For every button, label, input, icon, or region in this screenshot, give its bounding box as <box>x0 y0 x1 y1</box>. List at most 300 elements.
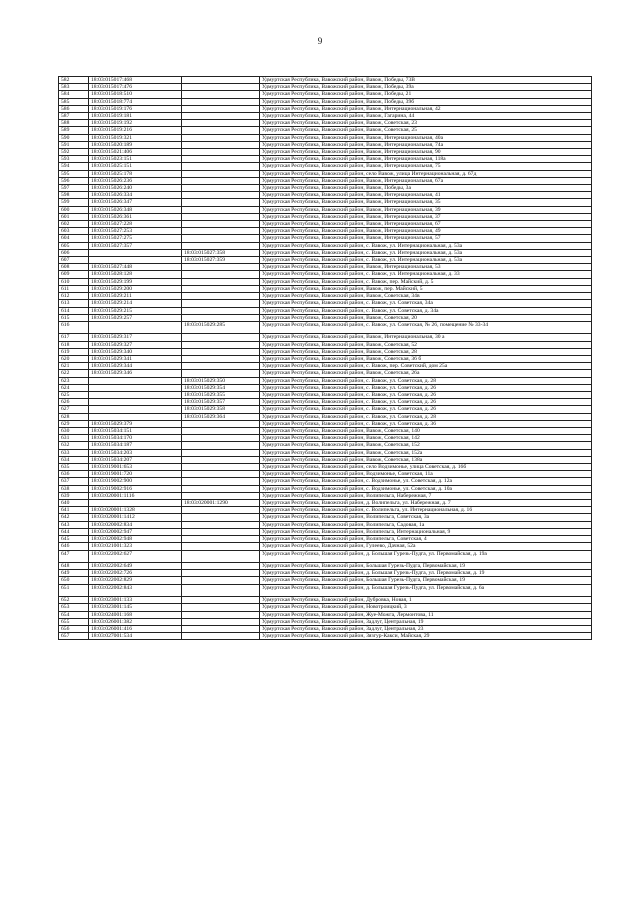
room-cadastral-number-cell <box>182 456 260 463</box>
address-cell: Удмуртская Республика, Вавожский район, Вавож, Победы, 21 <box>260 91 592 98</box>
address-cell: Удмуртская Республика, Вавожский район, Вавож, Советская, 52 <box>260 341 592 348</box>
room-cadastral-number-cell <box>182 156 260 163</box>
room-cadastral-number-cell <box>182 113 260 120</box>
cadastral-number-cell: 18:03:015019:216 <box>89 127 182 134</box>
room-cadastral-number-cell <box>182 471 260 478</box>
cadastral-number-cell: 18:03:020001:1116 <box>89 492 182 499</box>
row-number-cell: 596 <box>59 177 89 184</box>
address-cell: Удмуртская Республика, Вавожский район, Большая Гурезь-Пудга, Первомайская, 19 <box>260 577 592 584</box>
address-cell: Удмуртская Республика, Вавожский район, Вавож, Интернациональная, 74а <box>260 141 592 148</box>
address-cell: Удмуртская Республика, Вавожский район, Большая Гурезь-Пудга, Первомайская, 19 <box>260 563 592 570</box>
cadastral-number-cell: 18:03:019001:720 <box>89 471 182 478</box>
table-row <box>59 235 592 242</box>
table-row <box>59 356 592 363</box>
room-cadastral-number-cell <box>182 363 260 370</box>
row-number-cell: 642 <box>59 514 89 521</box>
room-cadastral-number-cell <box>182 293 260 300</box>
table-row <box>59 77 592 84</box>
table-row <box>59 341 592 348</box>
cadastral-number-cell: 18:03:015029:340 <box>89 348 182 355</box>
cadastral-number-cell <box>89 249 182 256</box>
table-row <box>59 550 592 563</box>
table-row <box>59 293 592 300</box>
row-number-cell: 629 <box>59 420 89 427</box>
address-cell: Удмуртская Республика, Вавожский район, с. Вавож, ул. Советская, д. 26 <box>260 406 592 413</box>
table-row <box>59 449 592 456</box>
cadastral-number-cell: 18:03:019001:653 <box>89 464 182 471</box>
room-cadastral-number-cell <box>182 149 260 156</box>
address-cell: Удмуртская Республика, Вавожский район, Вавож, Советская, 26а <box>260 370 592 377</box>
address-cell: Удмуртская Республика, Вавожский район, с. Вавож, ул. Советская, № 26, помещение № 33-34 <box>260 321 592 334</box>
row-number-cell: 641 <box>59 507 89 514</box>
table-row <box>59 406 592 413</box>
room-cadastral-number-cell <box>182 91 260 98</box>
address-cell: Удмуртская Республика, Вавожский район, Вавож, Интернациональная, 49 <box>260 228 592 235</box>
room-cadastral-number-cell <box>182 514 260 521</box>
room-cadastral-number-cell <box>182 221 260 228</box>
row-number-cell: 631 <box>59 435 89 442</box>
row-number-cell: 617 <box>59 334 89 341</box>
row-number-cell: 588 <box>59 120 89 127</box>
table-row <box>59 141 592 148</box>
room-cadastral-number-cell <box>182 278 260 285</box>
address-cell: Удмуртская Республика, Вавожский район, Зязгур-Какси, Майская, 29 <box>260 633 592 640</box>
cadastral-number-cell: 18:03:020002:834 <box>89 521 182 528</box>
room-cadastral-number-cell <box>182 120 260 127</box>
room-cadastral-number-cell <box>182 563 260 570</box>
cadastral-number-cell: 18:03:015029:327 <box>89 341 182 348</box>
row-number-cell: 591 <box>59 141 89 148</box>
address-cell: Удмуртская Республика, Вавожский район, Вавож, пер. Майский, 5 <box>260 285 592 292</box>
cadastral-number-cell: 18:03:015029:257 <box>89 314 182 321</box>
cadastral-number-cell <box>89 413 182 420</box>
table-row <box>59 300 592 307</box>
row-number-cell: 619 <box>59 348 89 355</box>
cadastral-number-cell: 18:03:015029:211 <box>89 293 182 300</box>
cadastral-number-cell: 18:03:015026:347 <box>89 199 182 206</box>
address-cell: Удмуртская Республика, Вавожский район, Вавож, Советская, 25 <box>260 127 592 134</box>
address-cell: Удмуртская Республика, Вавожский район, Дубровка, Новая, 1 <box>260 597 592 604</box>
room-cadastral-number-cell <box>182 134 260 141</box>
row-number-cell: 640 <box>59 500 89 507</box>
table-row <box>59 213 592 220</box>
cadastral-number-cell <box>89 392 182 399</box>
row-number-cell: 654 <box>59 611 89 618</box>
address-cell: Удмуртская Республика, Вавожский район, Вавож, Советская, 140 <box>260 428 592 435</box>
cadastral-number-cell: 18:03:015017:468 <box>89 77 182 84</box>
table-row <box>59 120 592 127</box>
cadastral-number-cell: 18:03:015023:151 <box>89 156 182 163</box>
cadastral-number-cell: 18:03:015029:214 <box>89 300 182 307</box>
row-number-cell: 599 <box>59 199 89 206</box>
row-number-cell: 633 <box>59 449 89 456</box>
row-number-cell: 652 <box>59 597 89 604</box>
table-row <box>59 570 592 577</box>
address-cell: Удмуртская Республика, Вавожский район, Волипельга, Интернациональная, 9 <box>260 528 592 535</box>
address-cell: Удмуртская Республика, Вавожский район, Задлуг, Центральная, 19 <box>260 618 592 625</box>
room-cadastral-number-cell <box>182 604 260 611</box>
cadastral-number-cell: 18:03:021001:323 <box>89 543 182 550</box>
address-cell: Удмуртская Республика, Вавожский район, Вавож, Интернациональная, 40а <box>260 134 592 141</box>
address-cell: Удмуртская Республика, Вавожский район, с. Водзимонье, ул. Советская, д. 10а <box>260 485 592 492</box>
row-number-cell: 590 <box>59 134 89 141</box>
row-number-cell: 592 <box>59 149 89 156</box>
row-number-cell: 595 <box>59 170 89 177</box>
row-number-cell: 626 <box>59 399 89 406</box>
address-cell: Удмуртская Республика, Вавожский район, Вавож, Советская, 34в <box>260 293 592 300</box>
table-row <box>59 307 592 314</box>
table-row <box>59 192 592 199</box>
address-cell: Удмуртская Республика, Вавожский район, Вавож, Интернациональная, 75 <box>260 163 592 170</box>
address-cell: Удмуртская Республика, Вавожский район, Вавож, Интернациональная, 35 <box>260 199 592 206</box>
table-row <box>59 84 592 91</box>
room-cadastral-number-cell <box>182 492 260 499</box>
table-row <box>59 199 592 206</box>
room-cadastral-number-cell <box>182 442 260 449</box>
address-cell: Удмуртская Республика, Вавожский район, Вавож, Советская, 152 <box>260 442 592 449</box>
row-number-cell: 609 <box>59 271 89 278</box>
table-row <box>59 420 592 427</box>
row-number-cell: 602 <box>59 221 89 228</box>
table-row <box>59 464 592 471</box>
cadastral-number-cell: 18:03:015027:228 <box>89 221 182 228</box>
row-number-cell: 604 <box>59 235 89 242</box>
cadastral-number-cell <box>89 377 182 384</box>
row-number-cell: 600 <box>59 206 89 213</box>
address-cell: Удмуртская Республика, Вавожский район, Вавож, Победы, 39б <box>260 98 592 105</box>
address-cell: Удмуртская Республика, Вавожский район, с. Вавож, ул. Интернациональная, д. 53а <box>260 257 592 264</box>
address-cell: Удмуртская Республика, Вавожский район, Вавож, Победы, 39а <box>260 84 592 91</box>
room-cadastral-number-cell: 18:03:015029:285 <box>182 321 260 334</box>
table-row <box>59 228 592 235</box>
room-cadastral-number-cell <box>182 314 260 321</box>
cadastral-number-cell: 18:03:022002:829 <box>89 577 182 584</box>
room-cadastral-number-cell <box>182 206 260 213</box>
room-cadastral-number-cell <box>182 449 260 456</box>
row-number-cell: 616 <box>59 321 89 334</box>
registry-body <box>59 77 592 640</box>
address-cell: Удмуртская Республика, Вавожский район, Вавож, Интернациональная, 67а <box>260 177 592 184</box>
cadastral-number-cell <box>89 406 182 413</box>
cadastral-number-cell: 18:03:026001:382 <box>89 618 182 625</box>
row-number-cell: 589 <box>59 127 89 134</box>
room-cadastral-number-cell <box>182 577 260 584</box>
room-cadastral-number-cell <box>182 141 260 148</box>
room-cadastral-number-cell <box>182 127 260 134</box>
table-row <box>59 485 592 492</box>
row-number-cell: 622 <box>59 370 89 377</box>
room-cadastral-number-cell <box>182 370 260 377</box>
row-number-cell: 608 <box>59 264 89 271</box>
address-cell: Удмуртская Республика, Вавожский район, с. Вавож, ул. Советская, 34а <box>260 300 592 307</box>
address-cell: Удмуртская Республика, Вавожский район, д. Большая Гурезь-Пудга, ул. Первомайская, д. 19 <box>260 570 592 577</box>
row-number-cell: 594 <box>59 163 89 170</box>
address-cell: Удмуртская Республика, Вавожский район, Вавож, Советская, 36 б <box>260 356 592 363</box>
row-number-cell: 651 <box>59 584 89 597</box>
room-cadastral-number-cell: 18:03:015029:358 <box>182 406 260 413</box>
table-row <box>59 413 592 420</box>
address-cell: Удмуртская Республика, Вавожский район, с. Вавож, ул. Интернациональная, д. 33 <box>260 271 592 278</box>
room-cadastral-number-cell <box>182 334 260 341</box>
address-cell: Удмуртская Республика, Вавожский район, д. Большая Гурезь-Пудга, ул. Первомайская, д. 19а <box>260 550 592 563</box>
room-cadastral-number-cell: 18:03:015029:357 <box>182 399 260 406</box>
table-row <box>59 113 592 120</box>
table-row <box>59 492 592 499</box>
row-number-cell: 638 <box>59 485 89 492</box>
row-number-cell: 597 <box>59 185 89 192</box>
address-cell: Удмуртская Республика, Вавожский район, Вавож, Советская, 138а <box>260 456 592 463</box>
address-cell: Удмуртская Республика, Вавожский район, с. Вавож, пер. Советский, дом 25а <box>260 363 592 370</box>
table-row <box>59 377 592 384</box>
table-row <box>59 149 592 156</box>
row-number-cell: 656 <box>59 625 89 632</box>
table-row <box>59 633 592 640</box>
table-row <box>59 528 592 535</box>
table-row <box>59 242 592 249</box>
table-row <box>59 507 592 514</box>
row-number-cell: 634 <box>59 456 89 463</box>
cadastral-number-cell: 18:03:015019:192 <box>89 120 182 127</box>
row-number-cell: 647 <box>59 550 89 563</box>
address-cell: Удмуртская Республика, Вавожский район, с. Вавож, ул. Интернациональная, д. 53а <box>260 242 592 249</box>
room-cadastral-number-cell <box>182 348 260 355</box>
table-row <box>59 185 592 192</box>
cadastral-number-cell: 18:03:022002:726 <box>89 570 182 577</box>
room-cadastral-number-cell <box>182 98 260 105</box>
cadastral-number-cell: 18:03:015026:236 <box>89 177 182 184</box>
table-row <box>59 428 592 435</box>
address-cell: Удмуртская Республика, Вавожский район, с. Волипельга, ул. Интернациональная, д. 16 <box>260 507 592 514</box>
row-number-cell: 613 <box>59 300 89 307</box>
cadastral-number-cell: 18:03:015026:361 <box>89 213 182 220</box>
cadastral-number-cell: 18:03:020001:1412 <box>89 514 182 521</box>
room-cadastral-number-cell <box>182 264 260 271</box>
registry-table <box>58 76 592 640</box>
address-cell: Удмуртская Республика, Вавожский район, с. Вавож, ул. Советская, д. 34а <box>260 307 592 314</box>
cadastral-number-cell: 18:03:022002:649 <box>89 563 182 570</box>
room-cadastral-number-cell <box>182 507 260 514</box>
table-row <box>59 206 592 213</box>
table-row <box>59 514 592 521</box>
row-number-cell: 603 <box>59 228 89 235</box>
cadastral-number-cell: 18:03:015027:253 <box>89 228 182 235</box>
row-number-cell: 610 <box>59 278 89 285</box>
cadastral-number-cell <box>89 500 182 507</box>
address-cell: Удмуртская Республика, Вавожский район, с. Водзимонье, ул. Советская, д. 12а <box>260 478 592 485</box>
cadastral-number-cell: 18:03:015025:178 <box>89 170 182 177</box>
table-row <box>59 577 592 584</box>
cadastral-number-cell: 18:03:015034:170 <box>89 435 182 442</box>
table-row <box>59 384 592 391</box>
cadastral-number-cell: 18:03:015026:240 <box>89 185 182 192</box>
address-cell: Удмуртская Республика, Вавожский район, Вавож, Интернациональная, 30 а <box>260 334 592 341</box>
cadastral-number-cell: 18:03:015019:321 <box>89 134 182 141</box>
cadastral-number-cell <box>89 399 182 406</box>
room-cadastral-number-cell <box>182 633 260 640</box>
row-number-cell: 620 <box>59 356 89 363</box>
room-cadastral-number-cell <box>182 185 260 192</box>
address-cell: Удмуртская Республика, Вавожский район, с. Вавож, ул. Интернациональная, д. 53а <box>260 249 592 256</box>
room-cadastral-number-cell <box>182 521 260 528</box>
row-number-cell: 611 <box>59 285 89 292</box>
cadastral-number-cell: 18:03:015020:189 <box>89 141 182 148</box>
room-cadastral-number-cell <box>182 300 260 307</box>
room-cadastral-number-cell <box>182 485 260 492</box>
row-number-cell: 625 <box>59 392 89 399</box>
room-cadastral-number-cell: 18:03:015029:350 <box>182 377 260 384</box>
address-cell: Удмуртская Республика, Вавожский район, Волипельга, Садовая, 1а <box>260 521 592 528</box>
address-cell: Удмуртская Республика, Вавожский район, Вавож, Интернациональная, 39 <box>260 206 592 213</box>
row-number-cell: 614 <box>59 307 89 314</box>
room-cadastral-number-cell <box>182 341 260 348</box>
table-row <box>59 625 592 632</box>
room-cadastral-number-cell <box>182 597 260 604</box>
address-cell: Удмуртская Республика, Вавожский район, с. Вавож, ул. Советская, д. 36 <box>260 420 592 427</box>
room-cadastral-number-cell <box>182 584 260 597</box>
room-cadastral-number-cell <box>182 543 260 550</box>
row-number-cell: 637 <box>59 478 89 485</box>
table-row <box>59 392 592 399</box>
room-cadastral-number-cell <box>182 170 260 177</box>
room-cadastral-number-cell: 18:03:015029:354 <box>182 384 260 391</box>
address-cell: Удмуртская Республика, Вавожский район, Вавож, Интернациональная, 118а <box>260 156 592 163</box>
address-cell: Удмуртская Республика, Вавожский район, Гулеево, Дачная, 52а <box>260 543 592 550</box>
table-row <box>59 435 592 442</box>
table-row <box>59 257 592 264</box>
row-number-cell: 584 <box>59 91 89 98</box>
room-cadastral-number-cell <box>182 242 260 249</box>
row-number-cell: 628 <box>59 413 89 420</box>
row-number-cell: 615 <box>59 314 89 321</box>
cadastral-number-cell: 18:03:015029:341 <box>89 356 182 363</box>
cadastral-number-cell: 18:03:015017:476 <box>89 84 182 91</box>
cadastral-number-cell: 18:03:015034:203 <box>89 449 182 456</box>
room-cadastral-number-cell <box>182 464 260 471</box>
table-row <box>59 611 592 618</box>
table-row <box>59 177 592 184</box>
address-cell: Удмуртская Республика, Вавожский район, Вавож, Интернациональная, 37 <box>260 213 592 220</box>
room-cadastral-number-cell <box>182 105 260 112</box>
room-cadastral-number-cell <box>182 435 260 442</box>
room-cadastral-number-cell <box>182 84 260 91</box>
cadastral-number-cell: 18:03:019002:916 <box>89 485 182 492</box>
address-cell: Удмуртская Республика, Вавожский район, Жуе-Можга, Лермонтова, 11 <box>260 611 592 618</box>
address-cell: Удмуртская Республика, Вавожский район, Вавож, Победы, 3а <box>260 185 592 192</box>
room-cadastral-number-cell <box>182 478 260 485</box>
address-cell: Удмуртская Республика, Вавожский район, с. Вавож, ул. Советская, д. 28 <box>260 413 592 420</box>
cadastral-number-cell <box>89 321 182 334</box>
cadastral-number-cell <box>89 257 182 264</box>
table-row <box>59 348 592 355</box>
cadastral-number-cell: 18:03:015029:215 <box>89 307 182 314</box>
cadastral-number-cell: 18:03:015034:187 <box>89 442 182 449</box>
room-cadastral-number-cell <box>182 213 260 220</box>
room-cadastral-number-cell <box>182 536 260 543</box>
cadastral-number-cell: 18:03:015018:510 <box>89 91 182 98</box>
row-number-cell: 593 <box>59 156 89 163</box>
row-number-cell: 630 <box>59 428 89 435</box>
row-number-cell: 645 <box>59 536 89 543</box>
address-cell: Удмуртская Республика, Вавожский район, Вавож, Советская, 152а <box>260 449 592 456</box>
row-number-cell: 655 <box>59 618 89 625</box>
table-row <box>59 618 592 625</box>
address-cell: Удмуртская Республика, Вавожский район, Вавож, Советская, 28 <box>260 348 592 355</box>
room-cadastral-number-cell <box>182 199 260 206</box>
row-number-cell: 586 <box>59 105 89 112</box>
address-cell: Удмуртская Республика, Вавожский район, Волипельга, Советская, 4 <box>260 536 592 543</box>
table-row <box>59 98 592 105</box>
room-cadastral-number-cell <box>182 163 260 170</box>
row-number-cell: 587 <box>59 113 89 120</box>
cadastral-number-cell: 18:03:020001:1328 <box>89 507 182 514</box>
table-row <box>59 597 592 604</box>
address-cell: Удмуртская Республика, Вавожский район, с. Вавож, ул. Советская, д. 26 <box>260 399 592 406</box>
table-row <box>59 563 592 570</box>
row-number-cell: 650 <box>59 577 89 584</box>
row-number-cell: 621 <box>59 363 89 370</box>
table-row <box>59 156 592 163</box>
table-row <box>59 105 592 112</box>
row-number-cell: 648 <box>59 563 89 570</box>
row-number-cell: 632 <box>59 442 89 449</box>
cadastral-number-cell: 18:03:015034:151 <box>89 428 182 435</box>
cadastral-number-cell: 18:03:015027:448 <box>89 264 182 271</box>
cadastral-number-cell: 18:03:015026:334 <box>89 192 182 199</box>
table-row <box>59 285 592 292</box>
row-number-cell: 582 <box>59 77 89 84</box>
table-row <box>59 170 592 177</box>
table-row <box>59 334 592 341</box>
address-cell: Удмуртская Республика, Вавожский район, Вавож, Победы, 73В <box>260 77 592 84</box>
room-cadastral-number-cell <box>182 428 260 435</box>
address-cell: Удмуртская Республика, Вавожский район, Вавож, Советская, 20 <box>260 314 592 321</box>
cadastral-number-cell: 18:03:015027:275 <box>89 235 182 242</box>
table-row <box>59 370 592 377</box>
address-cell: Удмуртская Республика, Вавожский район, Вавож, Интернациональная, 41 <box>260 192 592 199</box>
row-number-cell: 624 <box>59 384 89 391</box>
cadastral-number-cell: 18:03:023001:145 <box>89 604 182 611</box>
cadastral-number-cell: 18:03:022002:627 <box>89 550 182 563</box>
address-cell: Удмуртская Республика, Вавожский район, с. Вавож, ул. Советская, д. 26 <box>260 384 592 391</box>
cadastral-number-cell: 18:03:022002:843 <box>89 584 182 597</box>
table-row <box>59 134 592 141</box>
address-cell: Удмуртская Республика, Вавожский район, д. Большая Гурезь-Пудга, ул. Первомайская, д. 6а <box>260 584 592 597</box>
table-row <box>59 163 592 170</box>
row-number-cell: 657 <box>59 633 89 640</box>
room-cadastral-number-cell <box>182 77 260 84</box>
cadastral-number-cell: 18:03:024001:168 <box>89 611 182 618</box>
room-cadastral-number-cell <box>182 271 260 278</box>
row-number-cell: 601 <box>59 213 89 220</box>
address-cell: Удмуртская Республика, Вавожский район, с. Вавож, ул. Советская, д. 28 <box>260 377 592 384</box>
table-row <box>59 278 592 285</box>
cadastral-number-cell: 18:03:020002:948 <box>89 536 182 543</box>
row-number-cell: 605 <box>59 242 89 249</box>
table-row <box>59 314 592 321</box>
table-row <box>59 363 592 370</box>
address-cell: Удмуртская Республика, Вавожский район, с. Вавож, пер. Майский, д. 5 <box>260 278 592 285</box>
row-number-cell: 627 <box>59 406 89 413</box>
row-number-cell: 607 <box>59 257 89 264</box>
address-cell: Удмуртская Республика, Вавожский район, Вавож, Советская, 23 <box>260 120 592 127</box>
address-cell: Удмуртская Республика, Вавожский район, д. Волипельга, ул. Набережная, д. 7 <box>260 500 592 507</box>
table-row <box>59 399 592 406</box>
room-cadastral-number-cell <box>182 228 260 235</box>
room-cadastral-number-cell <box>182 356 260 363</box>
row-number-cell: 635 <box>59 464 89 471</box>
table-row <box>59 271 592 278</box>
cadastral-number-cell: 18:03:026001:416 <box>89 625 182 632</box>
